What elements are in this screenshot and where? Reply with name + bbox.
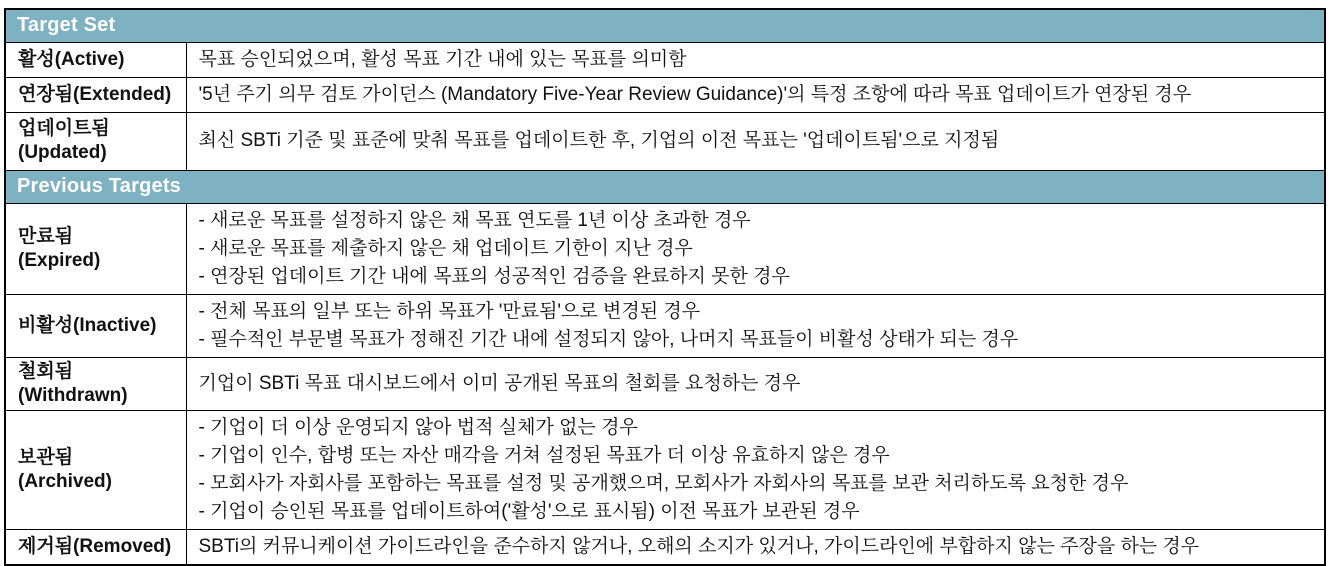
status-label-cell (5, 42, 186, 77)
description-line: '5년 주기 의무 검토 가이던스 (Mandatory Five-Year Review Guidance)'의 특정 조항에 따라 목표 업데이트가 연장된 경우 (198, 83, 1192, 105)
status-label: 활성(Active) (18, 48, 125, 70)
status-label: 보관됨 (18, 446, 74, 468)
status-row-inactive (5, 294, 1325, 357)
status-row-withdrawn (5, 357, 1325, 410)
status-label: 제거됨(Removed) (18, 535, 172, 557)
description-line: - 필수적인 부문별 목표가 정해진 기간 내에 설정되지 않아, 나머지 목표들이 비활성 상태가 되는 경우 (198, 328, 1019, 350)
description-line: SBTi의 커뮤니케이션 가이드라인을 준수하지 않거나, 오해의 소지가 있거나, 가이드라인에 부합하지 않는 주장을 하는 경우 (198, 535, 1200, 557)
description-line: - 전체 목표의 일부 또는 하위 목표가 '만료됨'으로 변경된 경우 (198, 300, 701, 322)
description-line: 최신 SBTi 기준 및 표준에 맞춰 목표를 업데이트한 후, 기업의 이전 목표는 '업데이트됨'으로 지정됨 (198, 130, 1000, 151)
status-row-removed (5, 529, 1325, 565)
description-line: - 기업이 인수, 합병 또는 자산 매각을 거쳐 설정된 목표가 더 이상 유효하지 않은 경우 (198, 444, 890, 466)
status-label: 만료됨 (18, 225, 74, 247)
status-label-en: (Archived) (18, 470, 112, 492)
status-row-active (5, 42, 1325, 77)
description-line: - 모회사가 자회사를 포함하는 목표를 설정 및 공개했으며, 모회사가 자회사의 목표를 보관 처리하도록 요청한 경우 (198, 472, 1129, 494)
description-line: 목표 승인되었으며, 활성 목표 기간 내에 있는 목표를 의미함 (198, 48, 687, 70)
section-header-target-set (5, 9, 1325, 42)
status-label: 업데이트됨 (18, 118, 110, 139)
status-label-cell (5, 294, 186, 357)
status-description-cell (186, 203, 1325, 294)
status-row-updated (5, 112, 1325, 170)
status-row-extended (5, 77, 1325, 112)
status-row-archived (5, 410, 1325, 529)
status-label-cell (5, 77, 186, 112)
section-header-previous-targets (5, 170, 1325, 203)
status-description-cell (186, 410, 1325, 529)
status-label: 연장됨(Extended) (18, 83, 172, 105)
status-label-cell (5, 410, 186, 529)
status-label-en: (Updated) (18, 142, 107, 163)
status-label-cell (5, 112, 186, 170)
status-label-cell (5, 357, 186, 410)
description-line: - 새로운 목표를 설정하지 않은 채 목표 연도를 1년 이상 초과한 경우 (198, 209, 751, 231)
status-description-cell (186, 77, 1325, 112)
status-label-cell (5, 529, 186, 565)
status-description-cell (186, 112, 1325, 170)
status-label-cell (5, 203, 186, 294)
description-line: - 연장된 업데이트 기간 내에 목표의 성공적인 검증을 완료하지 못한 경우 (198, 265, 790, 287)
description-line: - 기업이 더 이상 운영되지 않아 법적 실체가 없는 경우 (198, 416, 638, 438)
status-label-en: (Withdrawn) (18, 384, 128, 406)
description-line: - 새로운 목표를 제출하지 않은 채 업데이트 기한이 지난 경우 (198, 237, 693, 259)
section-header-label: Previous Targets (5, 170, 1325, 203)
status-description-cell (186, 42, 1325, 77)
status-label: 철회됨 (18, 360, 74, 382)
status-label: 비활성(Inactive) (18, 314, 157, 336)
status-description-cell (186, 529, 1325, 565)
description-line: 기업이 SBTi 목표 대시보드에서 이미 공개된 목표의 철회를 요청하는 경우 (198, 372, 801, 394)
status-description-cell (186, 357, 1325, 410)
status-label-en: (Expired) (18, 249, 101, 271)
description-line: - 기업이 승인된 목표를 업데이트하여('활성'으로 표시됨) 이전 목표가 보관된 경우 (198, 500, 860, 522)
status-description-cell (186, 294, 1325, 357)
section-header-label: Target Set (5, 9, 1325, 42)
sbti-target-status-table (4, 8, 1326, 566)
status-row-expired (5, 203, 1325, 294)
